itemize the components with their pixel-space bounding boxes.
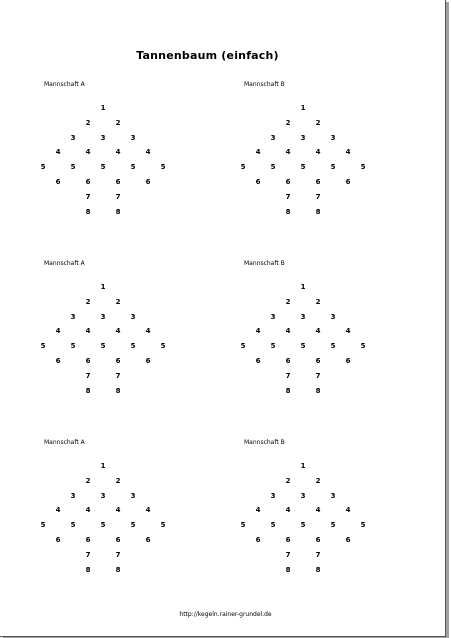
pin-number: 6: [315, 178, 321, 186]
pin-number: 3: [270, 312, 276, 321]
pin-number: 3: [70, 491, 76, 500]
pin-number: 3: [270, 491, 276, 500]
pin-number: 4: [85, 327, 91, 336]
pin-number: 5: [130, 342, 136, 351]
pin-number: 5: [160, 163, 166, 172]
team-label: Mannschaft A: [44, 439, 85, 446]
team-label: Mannschaft B: [244, 439, 285, 446]
tree-block: [0, 439, 166, 579]
pin-number: 2: [85, 297, 91, 306]
pin-number: 5: [330, 342, 336, 351]
pin-number: 2: [315, 118, 321, 127]
pin-number: 6: [255, 536, 261, 544]
pin-number: 5: [130, 521, 136, 530]
pin-number: 1: [300, 462, 306, 470]
pin-number: 8: [285, 565, 291, 574]
pin-number: 2: [285, 476, 291, 485]
pin-number: 4: [285, 327, 291, 336]
pin-number: 4: [315, 327, 321, 336]
pin-number: 5: [360, 521, 366, 530]
pin-number: 7: [115, 371, 121, 380]
pin-number: 1: [300, 283, 306, 291]
team-label: Mannschaft A: [44, 260, 85, 267]
pin-number: 2: [85, 476, 91, 485]
pin-number: 1: [100, 462, 106, 470]
pin-number: 6: [55, 357, 61, 365]
pin-number: 2: [115, 476, 121, 485]
pin-number: 3: [130, 491, 136, 500]
pin-number: 5: [240, 521, 246, 530]
pin-number: 7: [315, 192, 321, 201]
pin-number: 4: [345, 148, 351, 157]
pin-number: 7: [115, 192, 121, 201]
pin-number: 4: [145, 327, 151, 336]
team-label: Mannschaft B: [244, 260, 285, 267]
pin-number: 1: [100, 104, 106, 112]
pin-number: 5: [100, 521, 106, 530]
pin-number: 4: [255, 327, 261, 336]
tree-block: [200, 439, 366, 579]
pin-number: 7: [85, 192, 91, 201]
pin-number: 5: [270, 163, 276, 172]
pin-number: 6: [315, 536, 321, 544]
pin-number: 5: [40, 163, 46, 172]
pin-number: 6: [115, 536, 121, 544]
pin-number: 2: [85, 118, 91, 127]
pin-number: 4: [315, 506, 321, 515]
pin-number: 7: [285, 550, 291, 559]
pin-number: 3: [130, 312, 136, 321]
pin-number: 5: [130, 163, 136, 172]
pin-number: 3: [100, 133, 106, 142]
pin-number: 4: [55, 506, 61, 515]
pin-number: 4: [115, 327, 121, 336]
pin-number: 5: [360, 342, 366, 351]
pin-number: 2: [115, 297, 121, 306]
pin-number: 6: [315, 357, 321, 365]
pin-number: 6: [255, 178, 261, 186]
pin-number: 8: [285, 207, 291, 216]
pin-number: 3: [330, 133, 336, 142]
pin-number: 6: [115, 178, 121, 186]
pin-number: 4: [115, 506, 121, 515]
pin-number: 4: [55, 327, 61, 336]
pin-number: 5: [270, 342, 276, 351]
pin-number: 6: [115, 357, 121, 365]
pin-number: 3: [70, 312, 76, 321]
pin-number: 7: [315, 550, 321, 559]
pin-number: 8: [315, 386, 321, 395]
pin-number: 1: [300, 104, 306, 112]
pin-number: 3: [330, 312, 336, 321]
pin-number: 8: [115, 207, 121, 216]
pin-number: 4: [345, 506, 351, 515]
tree-block: [200, 81, 366, 221]
pin-number: 3: [300, 491, 306, 500]
footer-url: http://kegeln.rainer-grundel.de: [179, 611, 272, 618]
pin-number: 7: [85, 550, 91, 559]
pin-number: 3: [70, 133, 76, 142]
pin-number: 7: [115, 550, 121, 559]
pin-number: 5: [40, 342, 46, 351]
pin-number: 6: [285, 178, 291, 186]
pin-number: 7: [85, 371, 91, 380]
pin-number: 7: [285, 192, 291, 201]
pin-number: 4: [285, 148, 291, 157]
pin-number: 3: [130, 133, 136, 142]
pin-number: 6: [145, 178, 151, 186]
pin-number: 5: [100, 163, 106, 172]
pin-number: 5: [100, 342, 106, 351]
team-label: Mannschaft B: [244, 81, 285, 88]
pin-number: 5: [70, 521, 76, 530]
team-label: Mannschaft A: [44, 81, 85, 88]
pin-number: 4: [285, 506, 291, 515]
pin-number: 7: [285, 371, 291, 380]
pin-number: 4: [145, 506, 151, 515]
pin-number: 5: [300, 342, 306, 351]
pin-number: 5: [40, 521, 46, 530]
pin-number: 3: [100, 312, 106, 321]
pin-number: 8: [315, 207, 321, 216]
pin-number: 4: [85, 148, 91, 157]
pin-number: 5: [70, 163, 76, 172]
pin-number: 5: [240, 163, 246, 172]
pin-number: 4: [55, 148, 61, 157]
pin-number: 4: [255, 148, 261, 157]
pin-number: 4: [315, 148, 321, 157]
pin-number: 7: [315, 371, 321, 380]
pin-number: 6: [55, 536, 61, 544]
pin-number: 6: [345, 357, 351, 365]
pin-number: 3: [270, 133, 276, 142]
pin-number: 2: [285, 118, 291, 127]
pin-number: 6: [145, 536, 151, 544]
pin-number: 4: [255, 506, 261, 515]
pin-number: 6: [145, 357, 151, 365]
pin-number: 3: [300, 312, 306, 321]
pin-number: 3: [300, 133, 306, 142]
pin-number: 8: [285, 386, 291, 395]
pin-number: 8: [115, 386, 121, 395]
tree-block: [0, 81, 166, 221]
pin-number: 3: [100, 491, 106, 500]
pin-number: 6: [285, 357, 291, 365]
pin-number: 4: [345, 327, 351, 336]
pin-number: 2: [115, 118, 121, 127]
pin-number: 4: [85, 506, 91, 515]
pin-number: 8: [315, 565, 321, 574]
pin-number: 5: [70, 342, 76, 351]
pin-number: 2: [315, 297, 321, 306]
pin-number: 8: [115, 565, 121, 574]
pin-number: 6: [345, 178, 351, 186]
pin-number: 8: [85, 207, 91, 216]
pin-number: 2: [315, 476, 321, 485]
pin-number: 5: [240, 342, 246, 351]
pin-number: 4: [115, 148, 121, 157]
pin-number: 3: [330, 491, 336, 500]
pin-number: 6: [85, 536, 91, 544]
pin-number: 5: [160, 342, 166, 351]
pin-number: 6: [255, 357, 261, 365]
pin-number: 6: [345, 536, 351, 544]
tree-block: [200, 260, 366, 400]
pin-number: 5: [330, 163, 336, 172]
pin-number: 2: [285, 297, 291, 306]
pin-number: 5: [300, 163, 306, 172]
pin-number: 8: [85, 386, 91, 395]
pin-number: 4: [145, 148, 151, 157]
pin-number: 5: [160, 521, 166, 530]
pin-number: 6: [55, 178, 61, 186]
pin-number: 1: [100, 283, 106, 291]
pin-number: 5: [300, 521, 306, 530]
pin-number: 6: [85, 178, 91, 186]
tree-block: [0, 260, 166, 400]
pin-number: 5: [360, 163, 366, 172]
pin-number: 6: [85, 357, 91, 365]
pin-number: 5: [270, 521, 276, 530]
pin-number: 8: [85, 565, 91, 574]
pin-number: 5: [330, 521, 336, 530]
document-title: Tannenbaum (einfach): [136, 49, 279, 62]
pin-number: 6: [285, 536, 291, 544]
